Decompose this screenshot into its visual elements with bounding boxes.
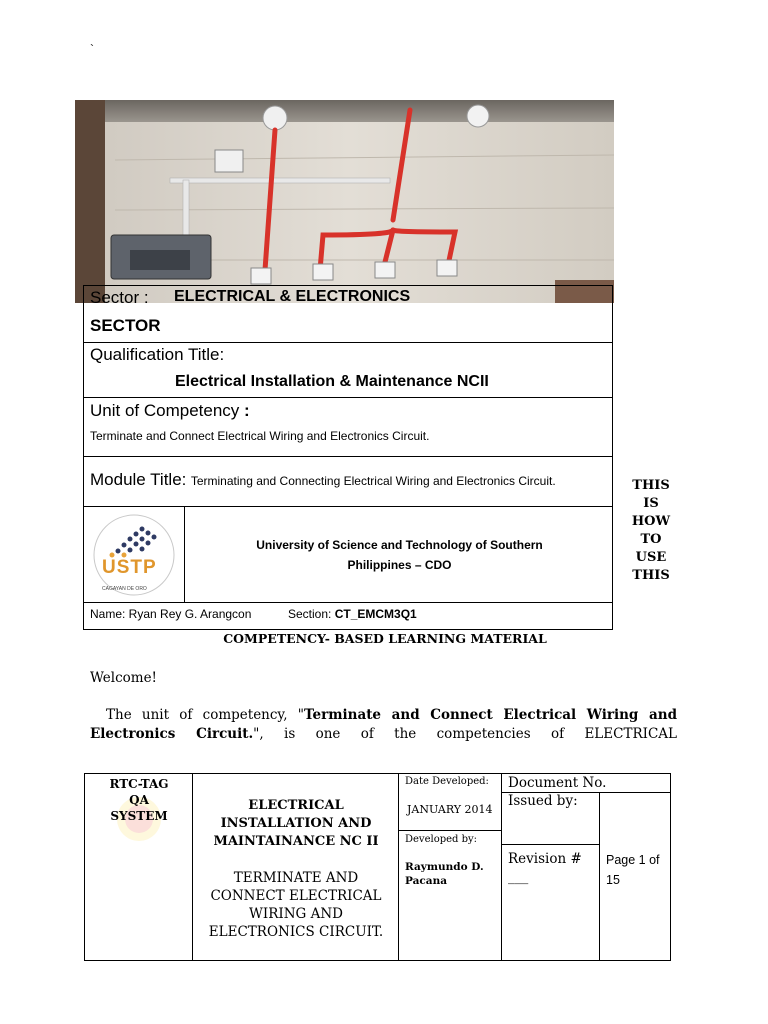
unit-label-colon: : [244, 401, 250, 420]
sector-label: Sector : [90, 288, 149, 307]
developer-name-line: Pacana [405, 875, 448, 887]
course-subtitle [193, 869, 399, 941]
cblm-heading: COMPETENCY- BASED LEARNING MATERIAL [223, 631, 547, 646]
section-label: Section: [288, 607, 332, 621]
stray-mark: ` [90, 42, 94, 56]
course-title-line: INSTALLATION AND [220, 816, 372, 831]
org-line: SYSTEM [110, 809, 168, 823]
unit-value: Terminate and Connect Electrical Wiring and Electronics Circuit. [90, 429, 430, 443]
date-label: Date Developed: [405, 776, 489, 787]
qualification-row [83, 342, 613, 398]
intro-paragraph [90, 706, 677, 744]
module-row [83, 456, 613, 507]
developer-cell [398, 830, 502, 961]
electrical-wiring-board-image [75, 100, 614, 303]
logo-subtext: CAGAYAN DE ORO [102, 586, 147, 592]
side-note [624, 477, 678, 585]
course-title-line: MAINTAINANCE NC II [213, 834, 379, 849]
org-line: RTC-TAG [109, 777, 169, 791]
side-note-line: HOW [631, 514, 671, 529]
section-value: CT_EMCM3Q1 [334, 607, 417, 621]
revision-cell [501, 844, 600, 961]
page-number-cell [599, 792, 671, 961]
logo-cell [83, 506, 185, 603]
welcome-text: Welcome! [90, 670, 157, 686]
side-note-line: THIS [632, 568, 670, 583]
course-title-cell [192, 773, 399, 961]
unit-label [90, 401, 250, 421]
date-value: JANUARY 2014 [407, 803, 493, 816]
org-line: QA [129, 793, 149, 807]
university-line2: Philippines – CDO [347, 558, 452, 572]
date-cell [398, 773, 502, 831]
logo-text: USTP [102, 557, 157, 578]
university-name [185, 535, 614, 575]
sector-value: ELECTRICAL & ELECTRONICS [174, 288, 411, 305]
student-row [83, 602, 613, 630]
developer-name [405, 860, 484, 888]
page-number [606, 850, 660, 890]
course-subtitle-line: WIRING AND [249, 906, 343, 922]
course-title [193, 797, 399, 851]
issued-by-label: Issued by: [508, 793, 578, 809]
section-info [288, 607, 417, 621]
issued-by-cell [501, 792, 600, 845]
qualification-value: Electrical Installation & Maintenance NCII [175, 373, 489, 390]
course-subtitle-line: ELECTRONICS CIRCUIT. [208, 924, 384, 940]
module-value: Terminating and Connecting Electrical Wiring and Electronics Circuit. [190, 474, 556, 488]
course-title-line: ELECTRICAL [248, 798, 344, 813]
qualification-label: Qualification Title: [90, 345, 225, 364]
intro-title: Terminate and Connect Electrical Wiring and Electronics Circuit. [90, 707, 678, 742]
university-line1: University of Science and Technology of Southern [256, 538, 543, 552]
university-cell [184, 506, 613, 603]
page-number-line: Page 1 of [606, 853, 660, 867]
developer-label: Developed by: [405, 834, 478, 845]
org-cell [84, 773, 193, 961]
revision-value: ___ [508, 869, 529, 885]
side-note-line: IS [643, 496, 659, 511]
module-label: Module Title: [90, 470, 187, 489]
document-number-cell [501, 773, 671, 793]
page-number-line: 15 [606, 873, 620, 887]
unit-row [83, 397, 613, 457]
developer-name-line: Raymundo D. [405, 861, 484, 873]
student-name: Name: Ryan Rey G. Arangcon [90, 607, 252, 621]
revision-label: Revision # [508, 851, 582, 867]
course-subtitle-line: CONNECT ELECTRICAL [210, 888, 382, 904]
cover-photo [75, 100, 614, 303]
org-name [85, 776, 193, 824]
side-note-line: USE [635, 550, 667, 565]
intro-prefix: The unit of competency, " [106, 707, 305, 723]
course-subtitle-line: TERMINATE AND [233, 870, 359, 886]
module-line [90, 470, 556, 490]
sector-row [83, 285, 613, 343]
side-note-line: THIS [632, 478, 670, 493]
intro-suffix: ", is one of the competencies of ELECTRICAL [253, 726, 677, 742]
sector-value-line2: SECTOR [90, 316, 161, 335]
unit-label-text: Unit of Competency [90, 401, 240, 420]
side-note-line: TO [640, 532, 662, 547]
document-number-label: Document No. [508, 775, 607, 791]
